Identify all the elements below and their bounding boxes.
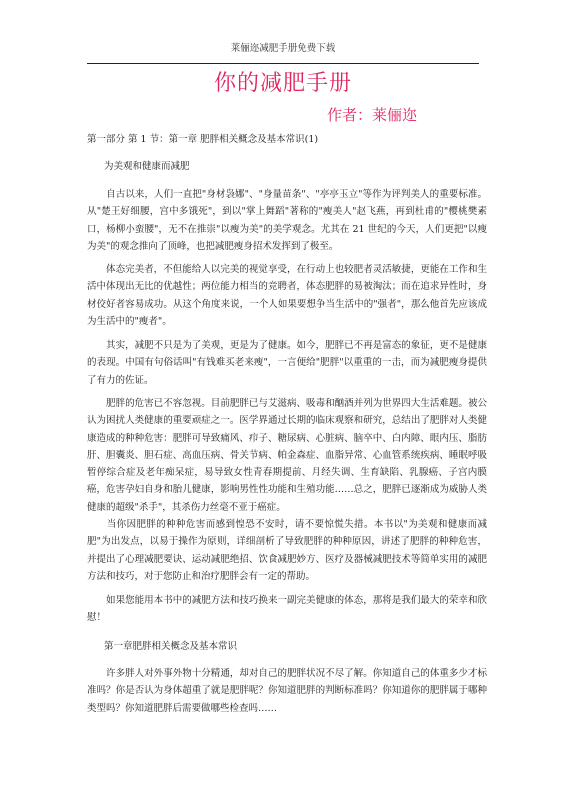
paragraph-4: 肥胖的危害已不容忽视。目前肥胖已与艾滋病、吸毒和酗酒并列为世界四大生活难题。被公认为困扰人类健康的重要顽症之一。医学界通过长期的临床观察和研究，总结出了肥胖对人类健康造成的种种危害：肥胖可导致痛风、疖子、糖尿病、心脏病、脑卒中、白内障、眼内压、脂肪肝、胆囊炎、胆石症、高血压病、骨关节病、帕金森症、血脂异常、心血管系统疾病、睡眠呼吸暂停综合症及老年痴呆症，易导致女性青春期提前、月经失调、生育缺陷、乳腺癌、子宫内膜癌，危害孕妇自身和胎儿健康，影响男性性功能和生殖功能……总之，肥胖已逐渐成为威胁人类健康的超级"杀手"，其杀伤力丝毫不亚于癌症。 xyxy=(87,398,487,513)
paragraph-5: 当你因肥胖的种种危害而感到惶恐不安时，请不要惊慌失措。本书以"为美观和健康而减肥"为出发点，以易于操作为原则，详细剖析了导致肥胖的种种原因，讲述了肥胖的种种危害，并提出了心理减肥要诀、运动减肥绝招、饮食减肥妙方、医疗及器械减肥技术等简单实用的减肥方法和技巧，对于您防止和治疗肥胖会有一定的帮助。 xyxy=(87,519,487,582)
paragraph-6: 如果您能用本书中的减肥方法和技巧换来一副完美健康的体态，那将是我们最大的荣幸和欣慰！ xyxy=(87,595,487,624)
paragraph-2: 体态完美者，不但能给人以完美的视觉享受，在行动上也较肥者灵活敏捷，更能在工作和生活中体现出无比的优越性；两位能力相当的竞聘者，体态肥胖的易被淘汰；而在追求异性时，身材佼好者容易成功。从这个角度来说，一个人如果要想争当生活中的"强者"，那么他首先应该成为生活中的"瘦者"。 xyxy=(87,264,487,327)
paragraph-1: 自古以来，人们一直把"身材袅娜"、"身量苗条"、"亭亭玉立"等作为评判美人的重要标准。从"楚王好细腰，宫中多饿死"，到以"掌上舞蹈"著称的"瘦美人"赵飞燕，再到杜甫的"樱桃樊素口，杨柳小蛮腰"，无不在推崇"以瘦为美"的美学观念。尤其在 21 世纪的今天，人们更把"以瘦为美"的观念推向了顶峰，也把减肥瘦身招术发挥到了极至。 xyxy=(87,189,487,252)
paragraph-3: 其实，减肥不只是为了美观，更是为了健康。如今，肥胖已不再是富态的象征，更不是健康的表现。中国有句俗话叫"有钱难买老来瘦"，一言便给"肥胖"以重重的一击，而为减肥瘦身提供了有力的佐证。 xyxy=(87,340,487,386)
section-heading: 第一部分 第 1 节：第一章 肥胖相关概念及基本常识(1) xyxy=(87,134,319,145)
subheading-beauty-health: 为美观和健康而减肥 xyxy=(104,161,190,172)
header-divider xyxy=(87,63,479,64)
subheading-chapter-one: 第一章肥胖相关概念及基本常识 xyxy=(104,641,238,652)
document-author: 作者：莱俪迩 xyxy=(327,106,418,124)
running-header: 莱俪迩减肥手册免费下载 xyxy=(230,43,336,54)
document-title: 你的减肥手册 xyxy=(213,71,352,96)
paragraph-closing: 许多胖人对外事外物十分精通，却对自己的肥胖状况不尽了解。你知道自己的体重多少才标准吗？你是否认为身体超重了就是肥胖呢？你知道肥胖的判断标准吗？你知道你的肥胖属于哪种类型吗？你知道肥胖后需要做哪些检查吗…… xyxy=(87,668,487,714)
